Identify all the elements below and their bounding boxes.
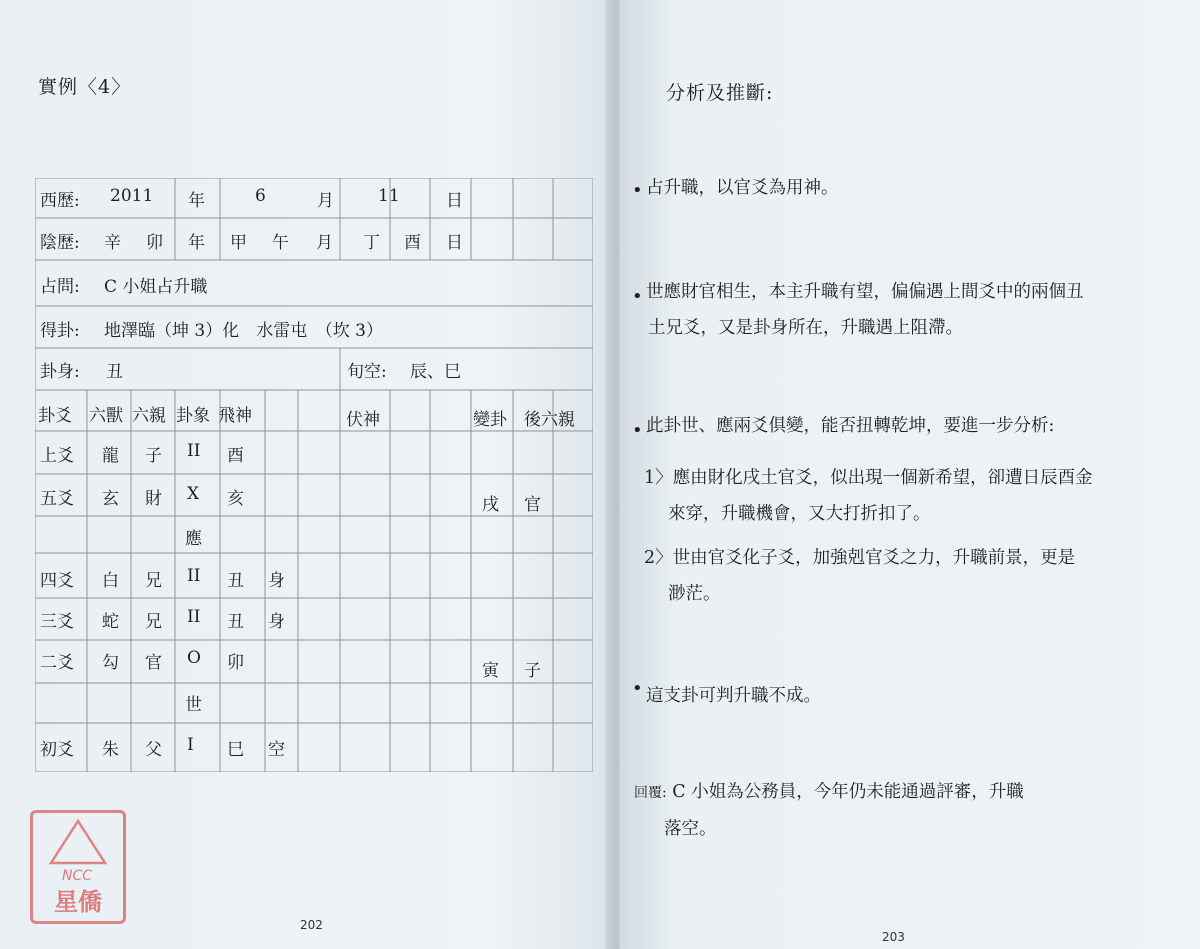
table-cell: 身 — [268, 571, 285, 591]
page-number: 203 — [882, 930, 905, 944]
lunar-cell: 午 — [272, 233, 289, 253]
point-line: 世應財官相生，本主升職有望，偏偏遇上間爻中的兩個丑 — [646, 282, 1084, 302]
table-cell: 子 — [145, 446, 162, 466]
table-cell: 五爻 — [40, 489, 74, 509]
table-cell: 子 — [524, 661, 541, 681]
lunar-cell: 月 — [316, 233, 333, 253]
table-cell: 玄 — [102, 489, 119, 509]
row-label-hexagram: 得卦: — [40, 321, 80, 341]
table-cell: 世 — [185, 695, 202, 715]
page-number: 202 — [300, 918, 323, 932]
table-cell: 丑 — [227, 612, 244, 632]
point-line: 土兄爻，又是卦身所在，升職遇上阻滯。 — [648, 318, 963, 338]
reply-block — [634, 774, 1154, 847]
table-cell: I — [187, 735, 194, 755]
header-cell: 變卦 — [473, 410, 507, 430]
point-line: 此卦世、應兩爻俱變，能否扭轉乾坤，要進一步分析: — [646, 416, 1055, 436]
solar-month: 6 — [255, 186, 266, 206]
reply-label: 回覆: — [634, 785, 667, 801]
header-cell: 卦象 — [176, 406, 210, 426]
analysis-point — [646, 274, 1166, 346]
table-cell: 酉 — [227, 446, 244, 466]
row-label-question: 占問: — [40, 277, 80, 297]
table-cell: 戌 — [482, 495, 499, 515]
lunar-cell: 甲 — [230, 233, 247, 253]
table-cell: X — [187, 484, 200, 504]
table-cell: 兄 — [145, 612, 162, 632]
lunar-cell: 辛 — [104, 233, 121, 253]
solar-day-unit: 日 — [446, 191, 463, 211]
table-cell: 亥 — [227, 489, 244, 509]
header-cell: 飛神 — [218, 406, 252, 426]
table-cell: 卯 — [227, 653, 244, 673]
analysis-point — [646, 408, 1166, 444]
bullet-dot: • — [632, 286, 643, 307]
row-label-solar: 西歷: — [40, 191, 80, 211]
hexagram-text: 地澤臨（坤 3）化 水雷屯 （坎 3） — [104, 321, 383, 341]
point-line: 2〉世由官爻化子爻，加強剋官爻之力，升職前景，更是 — [644, 548, 1076, 568]
bullet-dot: • — [632, 180, 643, 201]
table-cell: 丑 — [227, 571, 244, 591]
table-cell: 三爻 — [40, 612, 74, 632]
point-line: 這支卦可判升職不成。 — [646, 686, 821, 706]
analysis-title: 分析及推斷: — [666, 82, 774, 104]
table-cell: 父 — [145, 740, 162, 760]
solar-month-unit: 月 — [317, 191, 334, 211]
bullet-dot: • — [632, 678, 643, 699]
lunar-cell: 日 — [446, 233, 463, 253]
table-cell: II — [187, 441, 201, 461]
row-label-lunar: 陰歷: — [40, 233, 80, 253]
table-cell: 應 — [185, 529, 202, 549]
point-line: 來穿，升職機會，又大打折扣了。 — [668, 504, 931, 524]
table-cell: 龍 — [102, 446, 119, 466]
table-cell: 上爻 — [40, 446, 74, 466]
table-cell: 巳 — [227, 740, 244, 760]
table-cell: 勾 — [102, 653, 119, 673]
reply-line: 落空。 — [664, 819, 717, 839]
header-cell: 卦爻 — [38, 406, 72, 426]
header-cell: 後六親 — [524, 410, 575, 430]
lunar-cell: 卯 — [146, 233, 163, 253]
solar-year: 2011 — [110, 186, 154, 206]
case-title: 實例〈4〉 — [38, 76, 132, 98]
point-line: 渺茫。 — [668, 584, 721, 604]
point-line: 1〉應由財化戌土官爻，似出現一個新希望，卻遭日辰酉金 — [644, 468, 1093, 488]
analysis-subpoint — [644, 460, 1164, 532]
table-cell: 白 — [102, 571, 119, 591]
table-cell: II — [187, 607, 201, 627]
void-label: 旬空: — [347, 362, 387, 382]
analysis-subpoint — [644, 540, 1164, 612]
watermark-ncc: NCC — [61, 868, 93, 884]
header-cell: 六獸 — [89, 406, 123, 426]
watermark-text: 星僑 — [54, 888, 102, 916]
lunar-cell: 年 — [188, 233, 205, 253]
analysis-point — [646, 678, 1166, 714]
table-cell: 寅 — [482, 661, 499, 681]
header-cell: 六親 — [132, 406, 166, 426]
void-text: 辰、巳 — [410, 362, 461, 382]
body-text: 丑 — [106, 362, 123, 382]
table-cell: O — [187, 648, 201, 668]
table-cell: 空 — [268, 740, 285, 760]
table-cell: 朱 — [102, 740, 119, 760]
point-line: 占升職，以官爻為用神。 — [646, 178, 839, 198]
table-cell: 官 — [524, 495, 541, 515]
right-page — [620, 0, 1200, 949]
table-cell: 二爻 — [40, 653, 74, 673]
table-cell: 蛇 — [102, 612, 119, 632]
chart-grid — [35, 178, 593, 772]
reply-line: C 小姐為公務員，今年仍未能通過評審，升職 — [672, 782, 1024, 802]
lunar-cell: 酉 — [404, 233, 421, 253]
table-cell: 身 — [268, 612, 285, 632]
table-cell: 兄 — [145, 571, 162, 591]
solar-day: 11 — [378, 186, 400, 206]
bullet-dot: • — [632, 420, 643, 441]
table-cell: 官 — [145, 653, 162, 673]
row-label-body: 卦身: — [40, 362, 80, 382]
table-cell: 四爻 — [40, 571, 74, 591]
lunar-cell: 丁 — [363, 233, 380, 253]
header-cell: 伏神 — [346, 410, 380, 430]
table-cell: 初爻 — [40, 740, 74, 760]
table-cell: II — [187, 566, 201, 586]
table-cell: 財 — [145, 489, 162, 509]
analysis-point — [646, 170, 1166, 206]
solar-year-unit: 年 — [188, 191, 205, 211]
question-text: C 小姐占升職 — [104, 277, 208, 297]
